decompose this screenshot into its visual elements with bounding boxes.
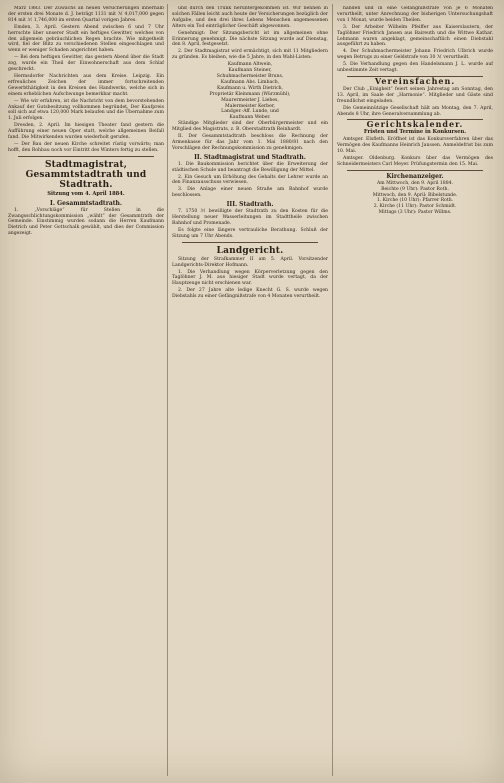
paragraph: Ständige Mitglieder sind der Oberbürgermeister und ein Mitglied des Magistrats, z. B. Oberstadtrath Reinhardt. [172,121,328,133]
list-item: Am Mittwoch, den 9. April 1884. [376,180,454,186]
paragraph: Es folgte eine längere vertrauliche Berathung. Schluß der Sitzung um 7 Uhr Abends. [172,227,328,239]
column-rule [332,4,333,776]
paragraph: 4. Der Schuhmachermeister Johann Friedrich Ulbrich wurde wegen Betrugs zu einer Geldstrafe von 30 ℳ verurtheilt. [337,49,493,61]
paragraph: II. Der Gesammtstadtrath beschloss die Rechnung der Armenkasse für das Jahr vom 1. Mai 1880/81 nach den Vorschlägen der Rechnungskommission zu genehmigen. [172,134,328,151]
section-title: III. Stadtrath. [226,201,274,209]
section-title: II. Stadtmagistrat und Stadtrath. [194,153,306,161]
paragraph: 3. Die Anlage einer neuen Straße am Bahnhof wurde beschlossen. [172,187,328,199]
paragraph: — Wie wir erfahren, ist die Nachricht von dem bevorstehenden Ankauf der Gutsbesitzung vollkommen begründet. Der Kaufpreis soll sich auf etwa 120,000 Mark belaufen und die Übernahme zum 1. Juli erfolgen. [8,98,164,122]
paragraph: und durch den Trunk heruntergekommen ist. Wir nennen in solchen Fällen leicht auch heute der Versicherungen bezüglich der Aufgabe, und den drei ihres Lebens Menschen angemessenen Alters ein Tod einträglicher Geschäft abgewonnen. [172,6,328,29]
list-item: Kaufmann Abs. Limbach, [220,79,280,85]
paragraph: Amtsger. Oldenburg. Konkurs über das Vermögen des Schneidermeisters Carl Meyer. Prüfungstermin den 15. Mai. [337,155,493,167]
list-item: Schuhmachermeister Bruns, [216,73,284,79]
list-item: 2. Kirche (11 Uhr): Pastor Schmidt. [373,204,457,210]
list-item: Kaufmann u. Wirth Dietrich, [216,85,284,91]
paragraph: Die Gemeinnützige Gesellschaft hält am Montag, den 7. April, Abends 8 Uhr, ihre Generalversammlung ab. [337,105,493,117]
divider [347,170,483,171]
divider [182,242,318,243]
paragraph: handen und in eine Gefängnißstrafe von je 6 Monaten verurtheilt, unter Anrechnung der bisherigen Untersuchungshaft von 1 Monat, wurde beiden Theilen. [337,6,493,23]
member-list [172,62,328,121]
paragraph: 7. 1750 ℳ bewilligte der Stadtrath zu den Kosten für die Herstellung neuer Wasserleitungen im Stadttheile zwischen Bahnhof und Promenade. [172,209,328,226]
paragraph: Emden, 3. April. Gestern Abend zwischen 6 und 7 Uhr herrschte über unserer Stadt ein heftiges Gewitter, welches von den allgemein gebräuchlichen Regen brachte. Wie mitgetheilt wird, fiel der Blitz zu verschiedenen Stellen eingeschlagen und wenn er weniger Schaden angerichtet haben. [8,24,164,54]
section-title: I. Gesammtstadtrath. [50,199,122,207]
paragraph: — Bei dem heftigen Gewitter, das gestern Abend über die Stadt zog, wurde ein Theil der Einwohnerschaft aus dem Schlaf geschreckt. [8,55,164,73]
paragraph: Mārz 1883. Der Zuwachs an neuen Versicherungen innerhalb der ersten drei Monate d. J. beträgt 1131 mit ℳ 4,017,000 gegen 814 mit ℳ 1,746,000 im ersten Quartal vorigen Jahres. [8,6,164,23]
paragraph: 1. „Vorschläge“ für Stellen in die Zwangsschlichtungskommission „wählt“ der Gesammtrath der Gemeinde. Einstimmig wurden sodann die Herren Kaufmann Dietrich und Peter Gottschalk gewählt, und dies der Commission angezeigt. [8,207,164,237]
section-heading: Landgericht. [216,245,284,256]
list-item: Mittags (3 Uhr): Pastor Willms. [378,210,452,216]
paragraph: Sitzung der Strafkammer II am 5. April. Vorsitzender Landgerichts-Direktor Hofmann. [172,256,328,268]
list-item: Kaufmann Steiner, [228,68,272,74]
column-3 [337,6,493,776]
paragraph: Amtsger. Elsfleth. Eröffnet ist das Konkursverfahren über das Vermögen des Kaufmanns Heinrich Janssen. Anmeldefrist bis zum 10. Mai. [337,137,493,155]
list-item: Mittwoch, den 9. April: Bibelstunde. [372,192,458,198]
paragraph: Genehmigt: Der Sitzungsbericht ist im allgemeinen ohne Erinnerung genehmigt. Die nächste Sitzung wurde auf Dienstag, den 8. April, festgesetzt. [172,30,328,48]
paragraph: Dresden, 2. April. Im hiesigen Theater fand gestern die Aufführung einer neuen Oper statt, welche allgemeinen Beifall fand. Die Mitwirkenden wurden wiederholt gerufen. [8,123,164,141]
section-title: Kirchenanzeiger. [386,172,444,180]
list-item: Proprietär Kleinmann (Würzmühl), [209,91,291,97]
paragraph: 2. Ein Gesuch um Erhöhung des Gehalts der Lehrer wurde an den Finanzausschuss verwiesen. [172,174,328,186]
section-subheading: Fristen und Termine in Konkursen. [363,129,467,136]
paragraph: 1. Die Baukommission berichtet über die Erweiterung der städtischen Schule und beantragt die Bewilligung der Mittel. [172,161,328,173]
column-rule [167,4,168,776]
list-item: Kaufmann Weber. [229,115,271,121]
paragraph: 3. Der Arbeiter Wilhelm Pfeiffer aus Kaiserslautern, der Taglöhner Friedrich Jansen aus Baireuth und die Wittwe Kathar. Lehmann waren angeklagt, gemeinschaftlich einen Diebstahl ausgeführt zu haben. [337,24,493,48]
section-subheading: Sitzung vom 4. April 1884. [47,190,125,197]
paragraph: 2. Der Stadtmagistrat wird ermächtigt, sich mit 11 Mitgliedern zu gründen. Es bleiben, wie die 5 Jahre, in den Wahl-Listen: [172,49,328,61]
list-item: Malermeister Kerber, [225,103,275,109]
section-heading: Gerichtskalender. [366,119,464,130]
church-list [337,181,493,216]
divider [18,156,154,157]
column-1 [8,6,164,776]
list-item: Maurermeister J. Liebes, [221,97,279,103]
list-item: Landger.-Aff. Lunde, und [221,109,279,115]
paragraph: Hermsdorfer Nachrichten aus dem Kreise. Leipzig. Ein erfreuliches Zeichen der immer fortschreitenden Gewerbthätigkeit in den Kreisen des Handwerks, welche sich in einem erheblichen Aufschwunge bemerkbar macht. [8,73,164,97]
paragraph: — Der Bau der neuen Kirche schreitet rüstig vorwärts; man hofft, den Rohbau noch vor Eintritt des Winters fertig zu stellen. [8,141,164,153]
section-heading: Stadtmagistrat, Gesammtstadtrath und Stadtrath. [25,159,147,190]
paragraph: 1. Die Verhandlung wegen Körperverletzung gegen den Taglöhner J. M. aus hiesiger Stadt wurde vertagt, da der Hauptzeuge nicht erschienen war. [172,269,328,287]
list-item: 1. Kirche (10 Uhr): Pfarrer Roth. [376,198,454,204]
section-heading: Vereinsfachen. [374,75,456,86]
list-item: Beichte (9 Uhr): Pastor Roth. [381,186,449,192]
paragraph: 2. Der 27 Jahre alte ledige Knecht G. S. wurde wegen Diebstahls zu einer Gefängnißstrafe von 4 Monaten verurtheilt. [172,288,328,300]
list-item: Kaufmann Altwein, [227,62,273,68]
column-2 [172,6,328,776]
paragraph: 5. Die Verhandlung gegen den Handelsmann J. L. wurde auf unbestimmte Zeit vertagt. [337,62,493,74]
paragraph: Der Club „Einigkeit“ feiert seinen Jahrestag am Sonntag, den 13. April, im Saale der „Harmonie“. Mitglieder und Gäste sind freundlichst eingeladen. [337,86,493,104]
